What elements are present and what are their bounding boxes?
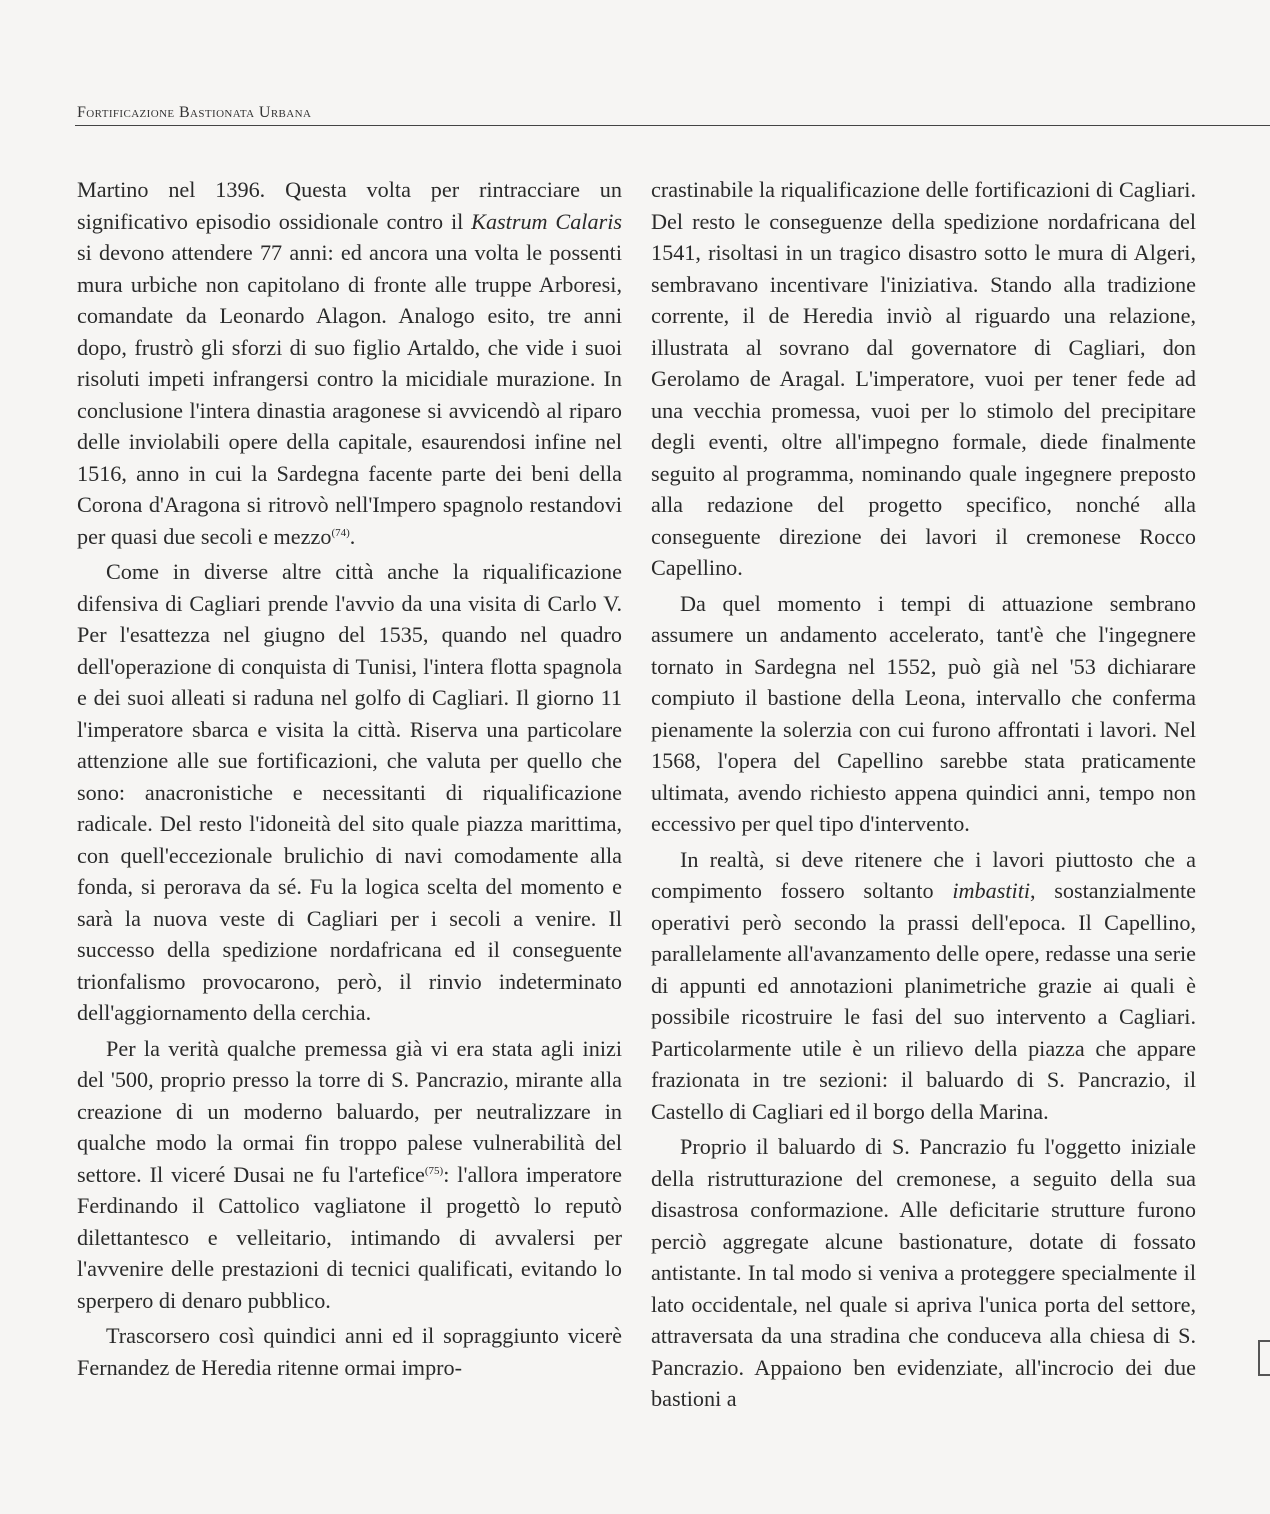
paragraph: Proprio il baluardo di S. Pancrazio fu l'oggetto iniziale della ristrutturazione del cremonese, a seguito della sua disastrosa conformazione. Alle deficitarie strutture furono perciò aggregate alcune bastionature, dotate di fossato antistante. In tal modo si veniva a proteggere specialmente il lato occidentale, nel quale si apriva l'unica porta del settore, attraversata da una stradina che conduceva alla chiesa di S. Pancrazio. Appaiono ben evidenziate, all'incrocio dei due bastioni a xyxy=(651,1134,1196,1411)
paragraph: Come in diverse altre città anche la riqualificazione difensiva di Cagliari prende l'avvio da una visita di Carlo V. Per l'esattezza nel giugno del 1535, quando nel quadro dell'operazione di conquista di Tunisi, l'intera flotta spagnola e dei suoi alleati si raduna nel golfo di Cagliari. Il giorno 11 l'imperatore sbarca e visita la città. Riserva una particolare attenzione alle sue fortificazioni, che valuta per quello che sono: anacronistiche e necessitanti di riqualificazione radicale. Del resto l'idoneità del sito quale piazza marittima, con quell'eccezionale brulichio di navi comodamente alla fonda, si perorava da sé. Fu la logica scelta del momento e sarà la nuova veste di Cagliari per i secoli a venire. Il successo della spedizione nordafricana ed il conseguente trionfalismo provocarono, però, il rinvio indeterminato dell'aggiornamento della cerchia. xyxy=(77,559,622,1025)
paragraph: In realtà, si deve ritenere che i lavori piuttosto che a compimento fossero soltanto imbastiti, sostanzialmente operativi però secondo la prassi dell'epoca. Il Capellino, parallelamente all'avanzamento delle opere, redasse una serie di appunti ed annotazioni planimetriche grazie ai quali è possibile ricostruire le fasi del suo intervento a Cagliari. Particolarmente utile è un rilievo della piazza che appare frazionata in tre sezioni: il baluardo di S. Pancrazio, il Castello di Cagliari ed il borgo della Marina. xyxy=(651,846,1196,1124)
italic-term: Kastrum Calaris xyxy=(471,208,623,234)
paragraph: Martino nel 1396. Questa volta per rintracciare un significativo episodio ossidionale contro il Kastrum Calaris si devono attendere 77 anni: ed ancora una volta le possenti mura urbiche non capitolano di fronte alle truppe Arboresi, comandate da Leonardo Alagon. Analogo esito, tre anni dopo, frustrò gli sforzi di suo figlio Artaldo, che vide i suoi risoluti impeti infrangersi contro la micidiale murazione. In conclusione l'intera dinastia aragonese si avvicendò al riparo delle inviolabili opere della capitale, esaurendosi infine nel 1516, anno in cui la Sardegna facente parte dei beni della Corona d'Aragona si ritrovò nell'Impero spagnolo restandovi per quasi due secoli e mezzo$^{(74)}$. xyxy=(77,177,623,549)
scan-margin-mark xyxy=(1258,1340,1270,1376)
paragraph: Da quel momento i tempi di attuazione sembrano assumere un andamento accelerato, tant'è che l'ingegnere tornato in Sardegna nel 1552, può già nel '53 dichiarare compiuto il bastione della Leona, intervallo che conferma pienamente la solerzia con cui furono affrontati i lavori. Nel 1568, l'opera del Capellino sarebbe stata praticamente ultimata, avendo richiesto appena quindici anni, tempo non eccessivo per quel tipo d'intervento. xyxy=(651,590,1196,836)
paragraph: Trascorsero così quindici anni ed il sopraggiunto vicerè Fernandez de Heredia ritenne ormai impro- xyxy=(77,1323,622,1380)
paragraph: Per la verità qualche premessa già vi era stata agli inizi del '500, proprio presso la torre di S. Pancrazio, mirante alla creazione di un moderno baluardo, per neutralizzare in qualche modo la ormai fin troppo palese vulnerabilità del settore. Il viceré Dusai ne fu l'artefice$^{(75)}$: l'allora imperatore Ferdinando il Cattolico vagliatone il progettò lo reputò dilettantesco e velleitario, intimando di avvalersi per l'avvenire delle prestazioni di tecnici qualificati, evitando lo sperpero di denaro pubblico. xyxy=(77,1035,622,1313)
italic-term: imbastiti xyxy=(952,878,1031,903)
running-header: Fortificazione Bastionata Urbana xyxy=(77,104,312,121)
header-rule xyxy=(75,125,1270,126)
footnote-ref: (74) xyxy=(331,526,350,539)
footnote-ref: (75) xyxy=(424,1164,444,1177)
paragraph: crastinabile la riqualificazione delle fortificazioni di Cagliari. Del resto le conseguenze della spedizione nordafricana del 1541, risoltasi in un tragico disastro sotto le mura di Algeri, sembravano incentivare l'iniziativa. Stando alla tradizione corrente, il de Heredia inviò al riguardo una relazione, illustrata al sovrano dal governatore di Cagliari, don Gerolamo de Aragal. L'imperatore, vuoi per tener fede ad una vecchia promessa, vuoi per lo stimolo del precipitare degli eventi, oltre all'impegno formale, diede finalmente seguito al programma, nominando quale ingegnere preposto alla redazione del progetto specifico, nonché alla conseguente direzione dei lavori il cremonese Rocco Capellino. xyxy=(651,177,1196,580)
left-column xyxy=(77,174,622,1383)
right-column xyxy=(651,174,1196,1415)
